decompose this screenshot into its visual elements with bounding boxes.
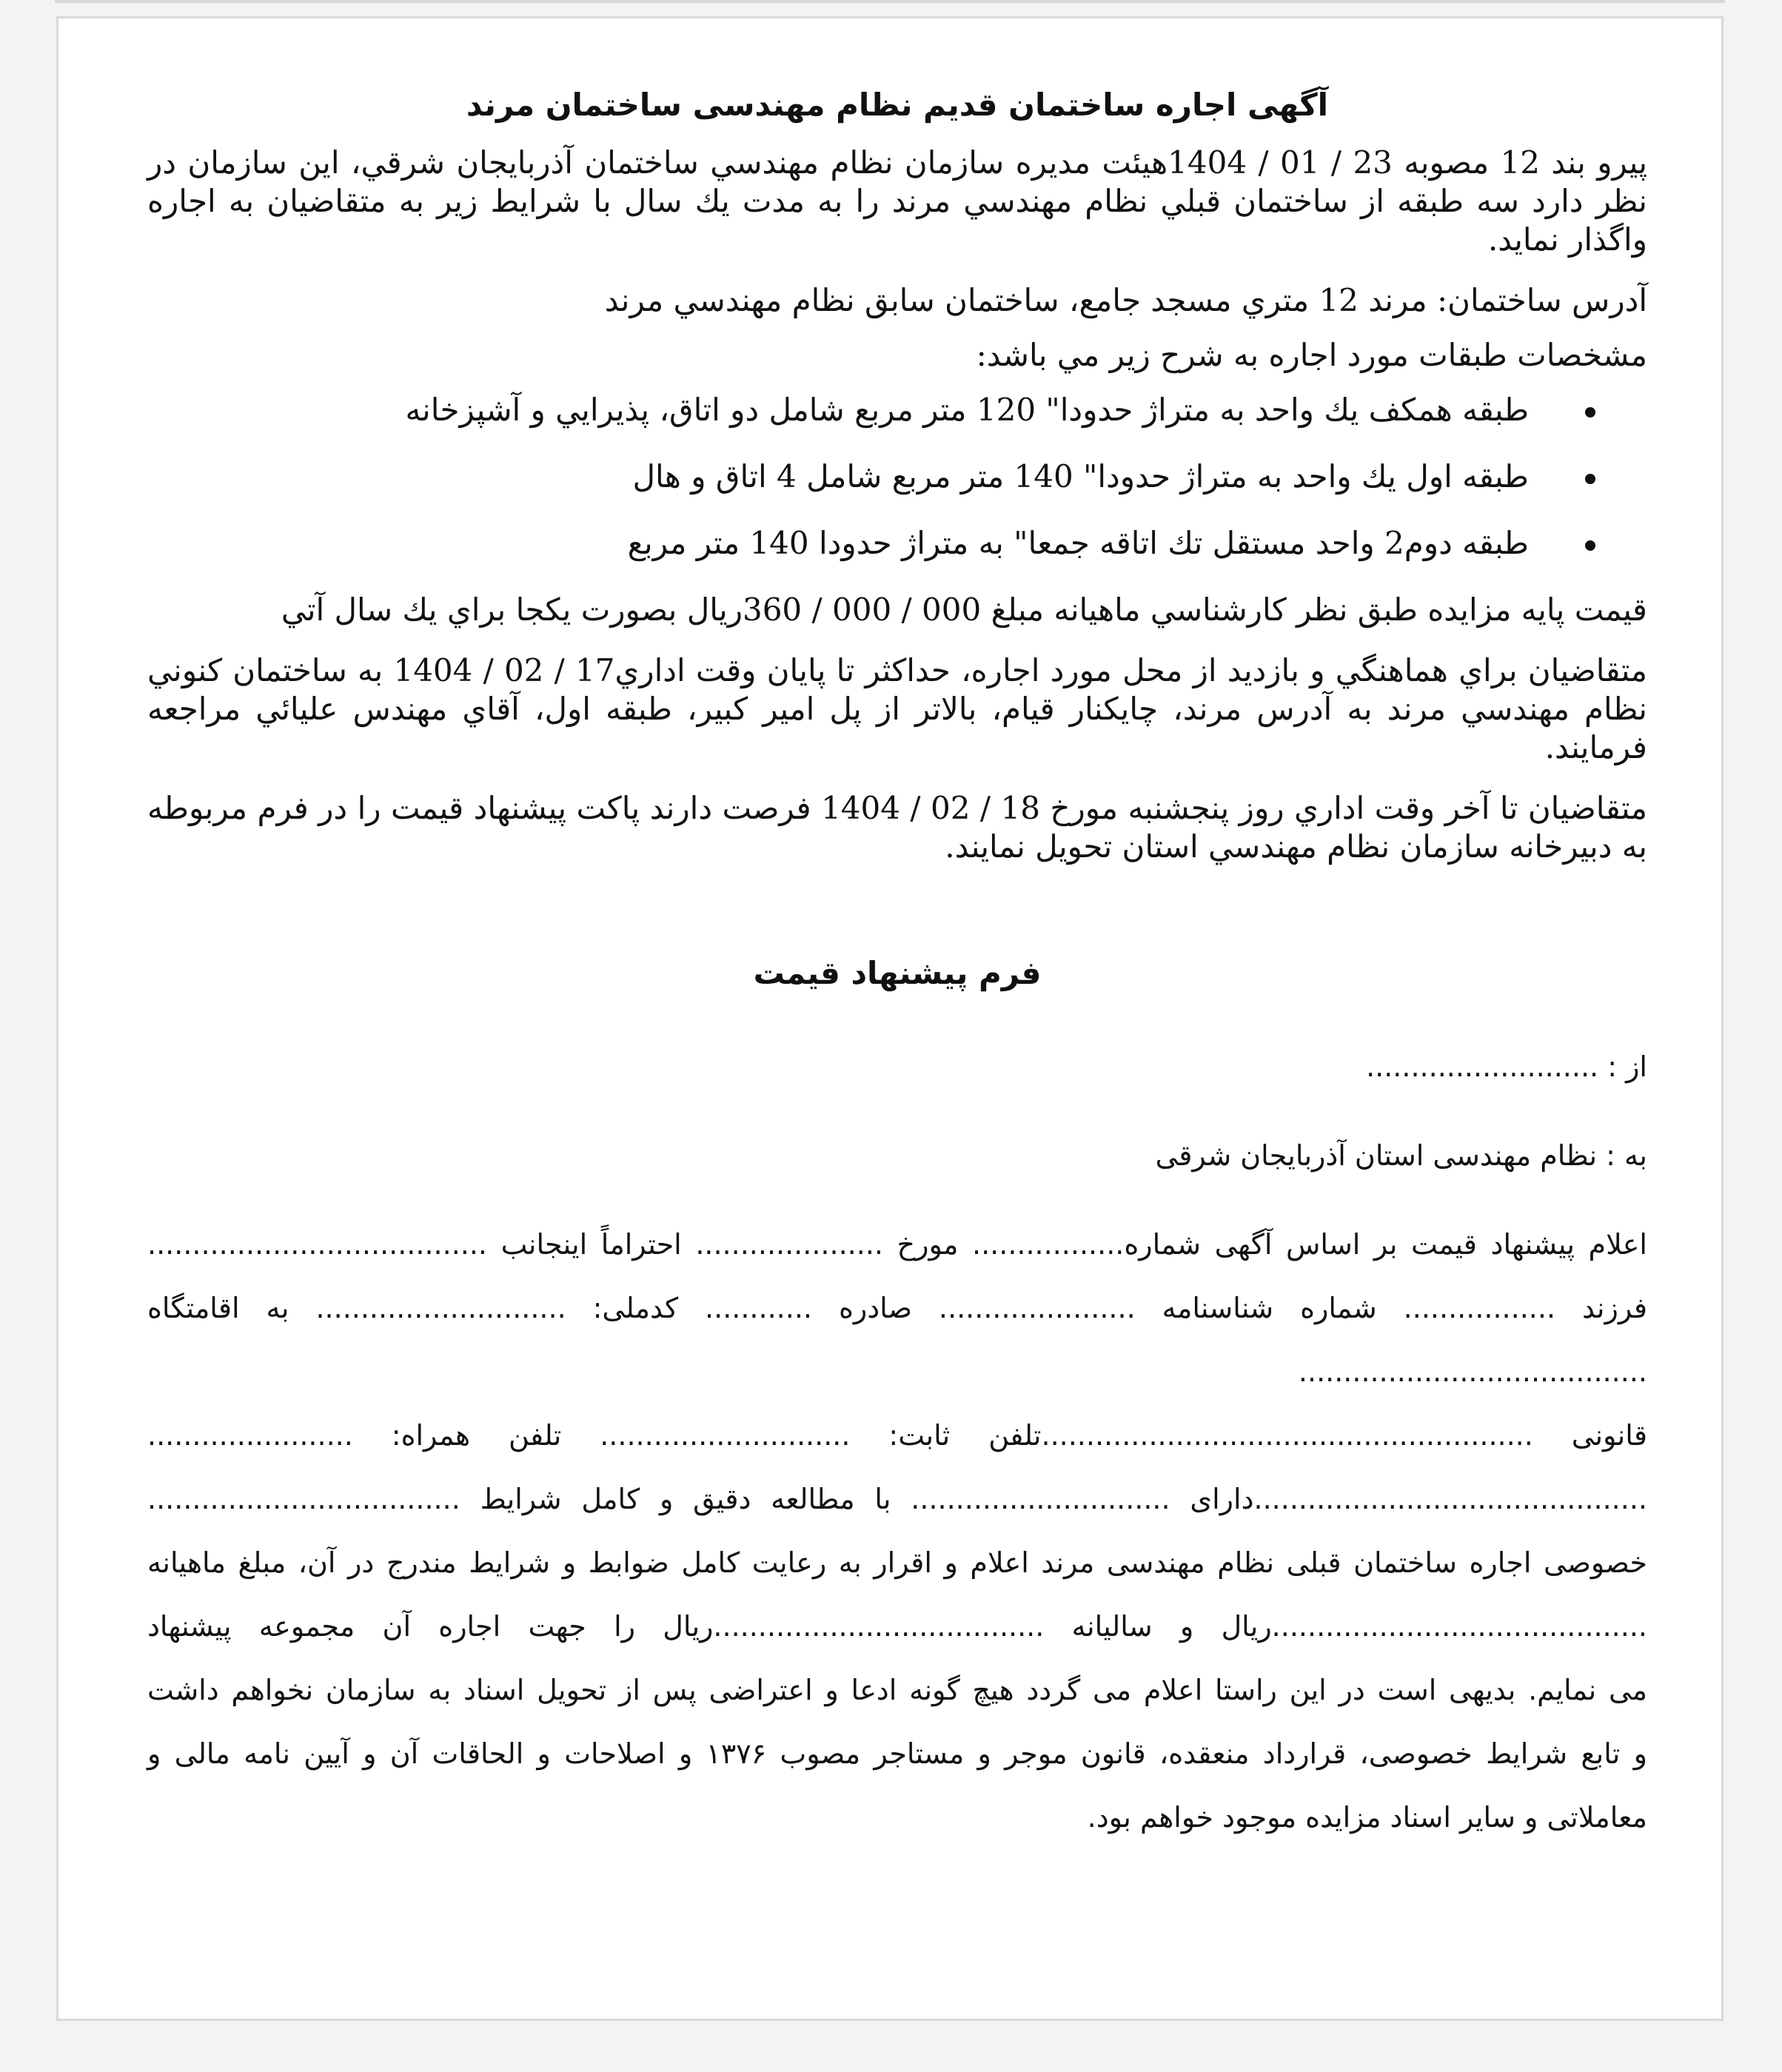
form-body-line: ............................................دارای ............................. با مطالعه دقیق و کامل شرایط ................................... — [147, 1483, 1647, 1516]
building-address: آدرس ساختمان: مرند 12 متري مسجد جامع، ساختمان سابق نظام مهندسي مرند — [604, 281, 1647, 318]
base-price: قيمت پايه مزايده طبق نظر كارشناسي ماهيانه مبلغ 000 / 000 / 360ريال بصورت يكجا براي يك سال آتي — [281, 591, 1647, 628]
form-from-line: از : .......................... — [1366, 1050, 1647, 1084]
floor-item-ground: طبقه همكف يك واحد به متراژ حدودا" 120 متر مربع شامل دو اتاق، پذيرايي و آشپزخانه — [147, 391, 1647, 429]
top-divider — [55, 0, 1725, 3]
form-closing-line: معاملاتی و سایر اسناد مزایده موجود خواهم بود. — [1087, 1801, 1647, 1834]
form-body-line: اعلام پیشنهاد قیمت بر اساس آگهی شماره................. مورخ ..................... احتراماً اینجانب ...................................... — [147, 1228, 1647, 1261]
submission-deadline: متقاضيان تا آخر وقت اداري روز پنجشنبه مورخ 18 / 02 / 1404 فرصت دارند پاكت پيشنهاد قيمت را در فرم مربوطه به دبيرخانه سازمان نظام مهندسي استان تحويل نمايند. — [147, 789, 1648, 865]
form-body-line: می نمایم. بدیهی است در این راستا اعلام می گردد هیچ گونه ادعا و اعتراضی پس از تحویل اسناد به سازمان نخواهم داشت — [147, 1674, 1647, 1707]
floor-specs-intro: مشخصات طبقات مورد اجاره به شرح زير مي باشد: — [976, 336, 1647, 373]
form-body-line: فرزند ................. شماره شناسنامه ...................... صادره ............ کدملی: ............................ به اقامتگاه ....................................... — [147, 1292, 1647, 1389]
notice-title: آگهی اجاره ساختمان قدیم نظام مهندسی ساختمان مرند — [466, 87, 1329, 123]
floor-item-second: طبقه دوم2 واحد مستقل تك اتاقه جمعا" به متراژ حدودا 140 متر مربع — [147, 524, 1647, 563]
document-page — [56, 16, 1724, 2021]
notice-intro: پيرو بند 12 مصوبه 23 / 01 / 1404هيئت مديره سازمان نظام مهندسي ساختمان آذربايجان شرقي، اين سازمان در نظر دارد سه طبقه از ساختمان قبلي نظام مهندسي مرند را به مدت يك سال با شرايط زير به متقاضيان به اجاره واگذار نمايد. — [147, 144, 1648, 258]
bullet-icon — [1585, 474, 1595, 484]
form-title: فرم پیشنهاد قیمت — [753, 954, 1042, 991]
form-body-line: ..........................................ریال و سالیانه .....................................ریال را جهت اجاره آن مجموعه پیشنهاد — [147, 1610, 1647, 1643]
floor-item-first: طبقه اول يك واحد به متراژ حدودا" 140 متر مربع شامل 4 اتاق و هال — [147, 457, 1647, 496]
form-to-line: به : نظام مهندسی استان آذربایجان شرقی — [1155, 1139, 1647, 1173]
form-body-line: و تابع شرایط خصوصی، قرارداد منعقده، قانون موجر و مستاجر مصوب ۱۳۷۶ و اصلاحات و الحاقات آن و آیین نامه مالی و — [147, 1737, 1647, 1771]
visit-instructions: متقاضيان براي هماهنگي و بازديد از محل مورد اجاره، حداكثر تا پايان وقت اداري17 / 02 / 1404 به ساختمان كنوني نظام مهندسي مرند به آدرس مرند، چايكنار قيام، بالاتر از پل امير كبير، طبقه اول، آقاي مهندس عليائي مراجعه فرمايند. — [147, 651, 1647, 765]
bullet-icon — [1585, 407, 1595, 418]
form-body-line: خصوصی اجاره ساختمان قبلی نظام مهندسی مرند اعلام و اقرار به رعایت کامل ضوابط و شرایط مندرج در آن، مبلغ ماهیانه — [147, 1546, 1647, 1580]
floor-list — [147, 391, 1647, 563]
bullet-icon — [1585, 540, 1595, 551]
document-content — [147, 85, 1647, 1849]
form-body-line: قانونی .......................................................تلفن ثابت: ............................ تلفن همراه: ....................... — [147, 1419, 1647, 1452]
